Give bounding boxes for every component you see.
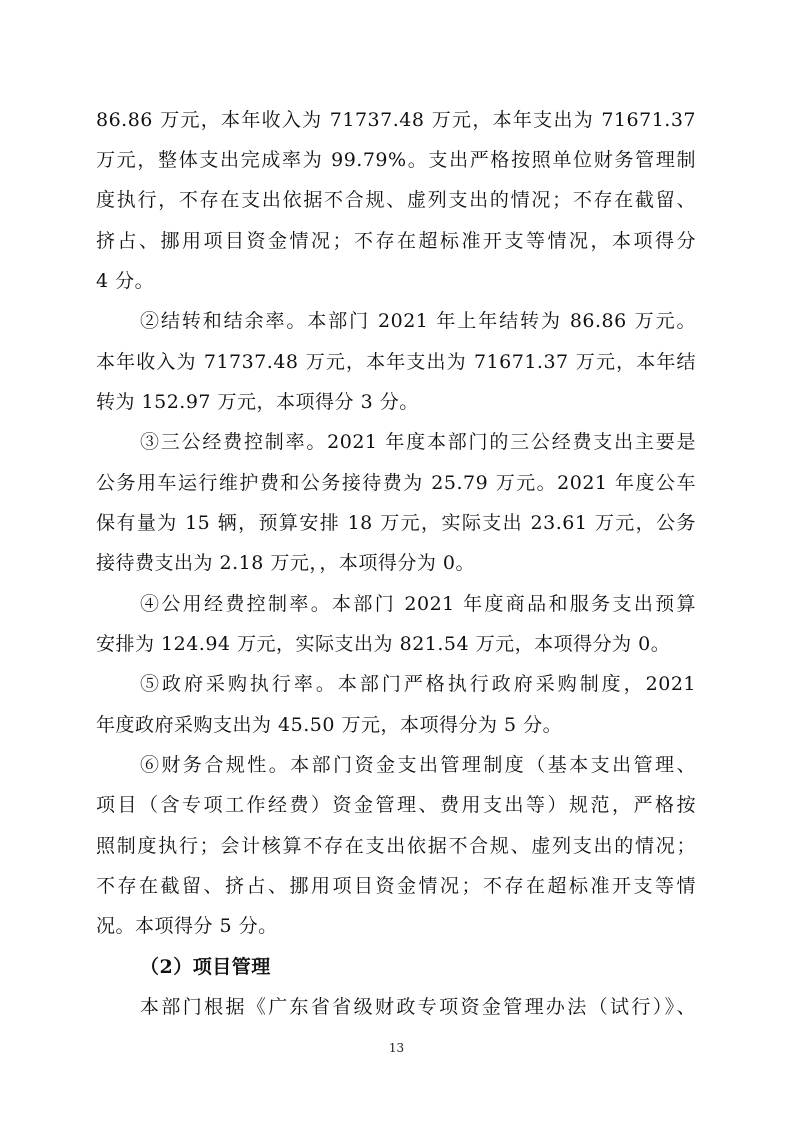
body-line: 不存在截留、挤占、挪用项目资金情况；不存在超标准开支等情 bbox=[96, 875, 696, 897]
paragraph-first-line: ⑤政府采购执行率。本部门严格执行政府采购制度，2021 bbox=[140, 673, 696, 695]
body-line: 照制度执行；会计核算不存在支出依据不合规、虚列支出的情况； bbox=[96, 835, 696, 857]
body-line: 安排为 124.94 万元，实际支出为 821.54 万元，本项得分为 0。 bbox=[96, 633, 671, 655]
body-line: 度执行，不存在支出依据不合规、虚列支出的情况；不存在截留、 bbox=[96, 189, 696, 211]
paragraph-first-line: ②结转和结余率。本部门 2021 年上年结转为 86.86 万元。 bbox=[140, 310, 696, 332]
page-number: 13 bbox=[388, 1041, 405, 1055]
paragraph-first-line: ④公用经费控制率。本部门 2021 年度商品和服务支出预算 bbox=[140, 593, 696, 615]
body-line: 况。本项得分 5 分。 bbox=[96, 915, 278, 937]
body-line: 4 分。 bbox=[96, 270, 155, 292]
body-line: 保有量为 15 辆，预算安排 18 万元，实际支出 23.61 万元，公务 bbox=[96, 512, 696, 534]
body-line: 本年收入为 71737.48 万元，本年支出为 71671.37 万元，本年结 bbox=[96, 351, 696, 373]
section-heading: （2）项目管理 bbox=[140, 956, 271, 978]
body-line: 项目（含专项工作经费）资金管理、费用支出等）规范，严格按 bbox=[96, 794, 696, 816]
paragraph-first-line: ③三公经费控制率。2021 年度本部门的三公经费支出主要是 bbox=[140, 431, 696, 453]
body-line: 挤占、挪用项目资金情况；不存在超标准开支等情况，本项得分 bbox=[96, 230, 696, 252]
body-line: 年度政府采购支出为 45.50 万元，本项得分为 5 分。 bbox=[96, 714, 563, 736]
body-line: 86.86 万元，本年收入为 71737.48 万元，本年支出为 71671.37 bbox=[96, 109, 696, 131]
paragraph-first-line: ⑥财务合规性。本部门资金支出管理制度（基本支出管理、 bbox=[140, 754, 696, 776]
body-line: 转为 152.97 万元，本项得分 3 分。 bbox=[96, 391, 419, 413]
paragraph-first-line: 本部门根据《广东省省级财政专项资金管理办法（试行）》、 bbox=[140, 996, 696, 1018]
body-line: 公务用车运行维护费和公务接待费为 25.79 万元。2021 年度公车 bbox=[96, 472, 696, 494]
body-line: 万元，整体支出完成率为 99.79%。支出严格按照单位财务管理制 bbox=[96, 149, 696, 171]
body-line: 接待费支出为 2.18 万元，，本项得分为 0。 bbox=[96, 552, 476, 574]
